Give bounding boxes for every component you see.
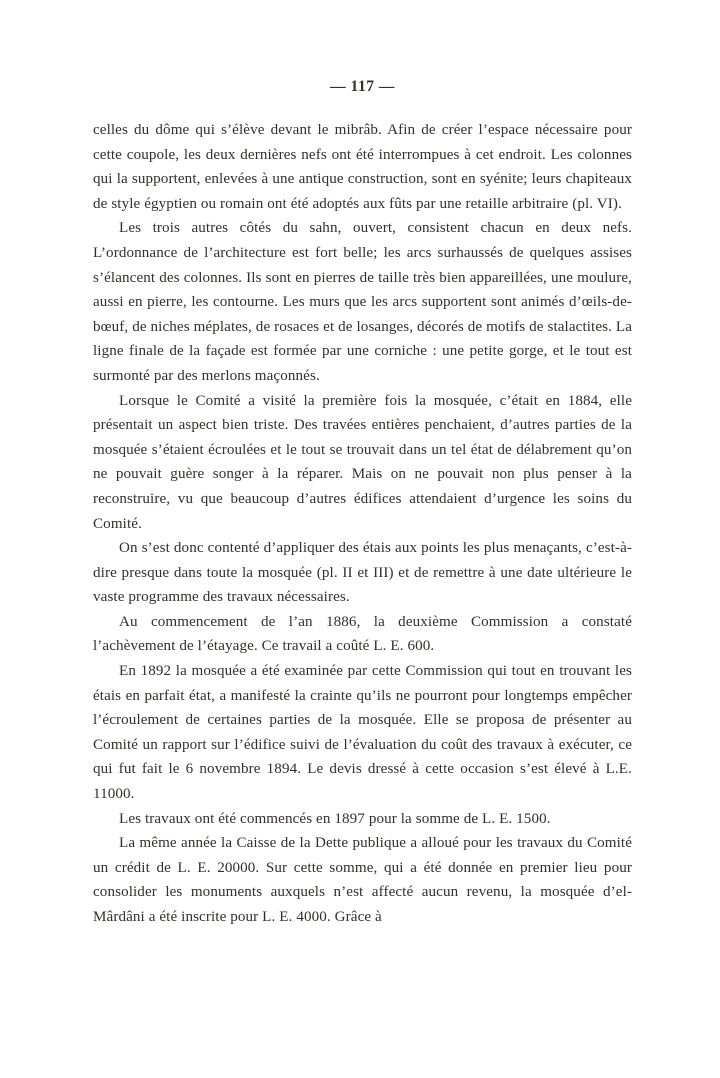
paragraph: En 1892 la mosquée a été examinée par cette Commission qui tout en trouvant les étais en parfait état, a manifesté la crainte qu’ils ne pourront pour longtemps empêcher l’écroulement de certaines parties de la mosquée. Elle se proposa de présenter au Comité un rapport sur l’édifice suivi de l’évaluation du coût des travaux à exécuter, ce qui fut fait le 6 novembre 1894. Le devis dressé à cette occasion s’est élevé à L.E. 11000.	[93, 663, 632, 803]
page-number: — 117 —	[330, 78, 395, 95]
paragraph: Les trois autres côtés du sahn, ouvert, consistent chacun en deux nefs. L’ordonnance de l’architecture est fort belle; les arcs surhaussés de quelques assises s’élancent des colonnes. Ils sont en pierres de taille très bien appareillées, une moulure, aussi en pierre, les contourne. Les murs que les arcs supportent sont animés d’œils-de-bœuf, de niches méplates, de rosaces et de losanges, décorés de motifs de stalactites. La ligne finale de la façade est formée par une corniche : une petite gorge, et le tout est surmonté par des merlons maçonnés.	[93, 220, 632, 384]
page-body	[93, 118, 632, 930]
paragraph: Au commencement de l’an 1886, la deuxième Commission a constaté l’achèvement de l’étayage. Ce travail a coûté L. E. 600.	[93, 613, 632, 655]
paragraph: Lorsque le Comité a visité la première fois la mosquée, c’était en 1884, elle présentait un aspect bien triste. Des travées entières penchaient, d’autres parties de la mosquée s’étaient écroulées et le tout se trouvait dans un tel état de délabrement qu’on ne pouvait guère songer à la réparer. Mais on ne pouvait non plus penser à la reconstruire, vu que beaucoup d’autres édifices attendaient d’urgence les soins du Comité.	[93, 392, 632, 532]
paragraph: La même année la Caisse de la Dette publique a alloué pour les travaux du Comité un crédit de L. E. 20000. Sur cette somme, qui a été donnée en premier lieu pour consolider les monuments auxquels n’est affecté aucun revenu, la mosquée d’el-Mârdâni a été inscrite pour L. E. 4000. Grâce à	[93, 835, 632, 925]
paragraph: On s’est donc contenté d’appliquer des étais aux points les plus menaçants, c’est-à-dire presque dans toute la mosquée (pl. II et III) et de remettre à une date ultérieure le vaste programme des travaux nécessaires.	[93, 540, 632, 606]
paragraph: celles du dôme qui s’élève devant le mibrâb. Afin de créer l’espace nécessaire pour cette coupole, les deux dernières nefs ont été interrompues à cet endroit. Les colonnes qui la supportent, enlevées à une antique construction, sont en syénite; leurs chapiteaux de style égyptien ou romain ont été adoptés aux fûts par une retaille arbitraire (pl. VI).	[93, 122, 632, 212]
paragraph: Les travaux ont été commencés en 1897 pour la somme de L. E. 1500.	[119, 810, 551, 827]
